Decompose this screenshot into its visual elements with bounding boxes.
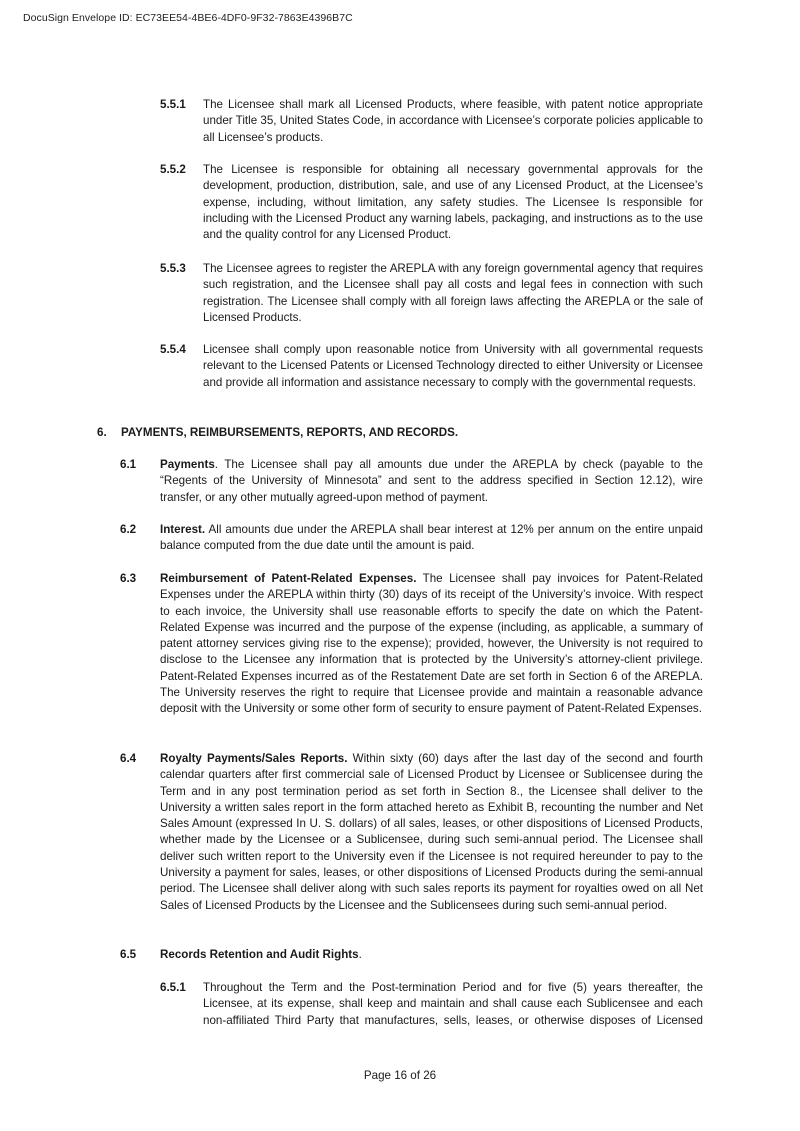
clause-body: [160, 947, 703, 963]
clause-6-5: [120, 947, 703, 963]
clause-number: 5.5.1: [160, 98, 186, 111]
clause-number: 5.5.3: [160, 262, 186, 275]
clause-heading: Payments: [160, 458, 215, 471]
clause-number: 6.2: [120, 523, 137, 536]
clause-text: .: [358, 948, 362, 961]
clause-text: Licensee shall comply upon reasonable notice from University with all governmental requests relevant to the Licensed Patents or Licensed Technology directed to either University or Licensee and provide all information and assistance necessary to comply with the governmental requests.: [203, 343, 703, 389]
clause-6-5-1: [160, 980, 703, 1029]
clause-6-4: [120, 751, 703, 914]
clause-body: [160, 751, 703, 914]
clause-heading: Royalty Payments/Sales Reports.: [160, 752, 348, 765]
clause-5-5-3: [160, 261, 703, 326]
clause-number: 6.5.1: [160, 981, 186, 994]
clause-text: The Licensee is responsible for obtaining all necessary governmental approvals for the development, production, distribution, sale, and use of any Licensed Product, at the Licensee’s expense, including, without limitation, any safety studies. The Licensee Is responsible for including with the Licensed Product any warning labels, packaging, and instructions as to the use and the quality control for any Licensed Product.: [203, 163, 703, 242]
clause-body: [160, 522, 703, 555]
clause-5-5-2: [160, 162, 703, 243]
section-title: PAYMENTS, REIMBURSEMENTS, REPORTS, AND RECORDS.: [121, 426, 459, 439]
clause-number: 5.5.4: [160, 343, 186, 356]
clause-text: Within sixty (60) days after the last day of the second and fourth calendar quarters after first commercial sale of Licensed Product by Licensee or Sublicensee during the Term and in any post termination period as set forth in Section 8., the Licensee shall deliver to the University a written sales report in the form attached hereto as Exhibit B, recounting the number and Net Sales Amount (expressed In U. S. dollars) of all sales, leases, or other dispositions of Licensed Products, whether made by the Licensee or a Sublicensee, during such semi-annual period. The Licensee shall deliver such written report to the University even if the Licensee is not required hereunder to pay to the University a payment for sales, leases, or other dispositions of Licensed Products during the semi-annual period. The Licensee shall deliver along with such sales reports its payment for royalties owed on all Net Sales of Licensed Products by the Licensee and the Sublicensees during such semi-annual period.: [160, 752, 703, 912]
clause-heading: Interest.: [160, 523, 206, 536]
section-6-heading: [97, 425, 458, 441]
clause-text: All amounts due under the AREPLA shall bear interest at 12% per annum on the entire unpaid balance computed from the due date until the amount is paid.: [160, 523, 703, 553]
docusign-envelope-id: DocuSign Envelope ID: EC73EE54-4BE6-4DF0-9F32-7863E4396B7C: [23, 12, 353, 24]
clause-number: 6.1: [120, 458, 137, 471]
clause-number: 5.5.2: [160, 163, 186, 176]
section-number: 6.: [97, 426, 107, 439]
clause-number: 6.5: [120, 948, 137, 961]
page-number: Page 16 of 26: [363, 1069, 437, 1082]
clause-body: [160, 571, 703, 718]
clause-6-1: [120, 457, 703, 506]
clause-heading: Reimbursement of Patent-Related Expenses.: [160, 572, 417, 585]
clause-number: 6.3: [120, 572, 137, 585]
clause-text: . The Licensee shall pay all amounts due under the AREPLA by check (payable to the “Regents of the University of Minnesota” and sent to the address specified in Section 12.12), wire transfer, or any other mutually agreed-upon method of payment.: [160, 458, 703, 504]
clause-text: Throughout the Term and the Post-termination Period and for five (5) years thereafter, the Licensee, at its expense, shall keep and maintain and shall cause each Sublicensee and each non-affiliated Third Party that manufactures, sells, leases, or otherwise disposes of Licensed: [203, 981, 703, 1027]
clause-6-3: [120, 571, 703, 718]
clause-heading: Records Retention and Audit Rights: [160, 948, 359, 961]
clause-text: The Licensee agrees to register the AREPLA with any foreign governmental agency that requires such registration, and the Licensee shall pay all costs and legal fees in connection with such registration. The Licensee shall comply with all foreign laws affecting the AREPLA or the sale of Licensed Products.: [203, 262, 703, 324]
clause-6-2: [120, 522, 703, 555]
clause-body: [160, 457, 703, 506]
clause-5-5-4: [160, 342, 703, 391]
clause-text: The Licensee shall pay invoices for Patent-Related Expenses under the AREPLA within thirty (30) days of its receipt of the University’s invoice. With respect to each invoice, the University shall use reasonable efforts to specify the date on which the Patent-Related Expense was incurred and the purpose of the expense (including, as applicable, a summary of patent attorney services giving rise to the expense); provided, however, the University is not required to disclose to the Licensee any information that is protected by the University’s attorney-client privilege. Patent-Related Expenses incurred as of the Restatement Date are set forth in Section 6 of the AREPLA. The University reserves the right to require that Licensee provide and maintain a reasonable advance deposit with the University or some other form of security to ensure payment of Patent-Related Expenses.: [160, 572, 703, 716]
clause-number: 6.4: [120, 752, 137, 765]
clause-text: The Licensee shall mark all Licensed Products, where feasible, with patent notice appropriate under Title 35, United States Code, in accordance with Licensee’s corporate policies applicable to all Licensee’s products.: [203, 98, 703, 144]
clause-5-5-1: [160, 97, 703, 146]
